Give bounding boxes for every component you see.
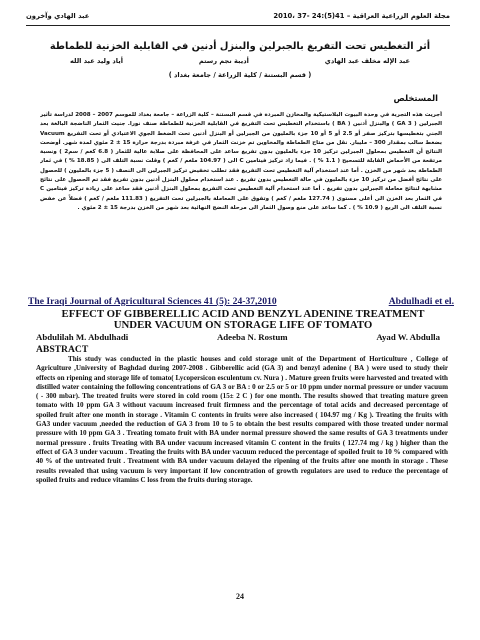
english-author-3: Ayad W. Abdulla xyxy=(376,332,440,342)
english-running-header xyxy=(28,296,454,308)
page-number: 24 xyxy=(236,592,244,601)
arabic-authors xyxy=(70,57,410,65)
arabic-running-header xyxy=(26,9,450,23)
arabic-journal-citation: مجلة العلوم الزراعية العراقية – 41(5):24 -37 ،2010 xyxy=(273,12,450,20)
english-title: EFFECT OF GIBBERELLIC ACID AND BENZYL ADENINE TREATMENT UNDER VACUUM ON STORAGE LIFE OF TOMATO xyxy=(61,308,425,331)
arabic-header-authors: عبد الهادي وآخرون xyxy=(26,12,90,20)
english-author-2: Adeeba N. Rostum xyxy=(216,332,288,342)
english-abstract-body: This study was conducted in the plastic houses and cold storage unit of the Department of Horticulture , College of Agriculture ,University of Baghdad during 2007-2008 . Gibberellic acid (GA 3) and benzyl adenine ( BA ) were used to study their effects on ripening and storage life of tomato( Lycopersicon esculentum cv. Nura ) . Mature green fruits were harvested and treated with distilled water containing the following concentrations of GA 3 or BA : 0 or 2.5 or 5 or 10 ppm under normal pressure or under vacuum ( - 300 mbar). The treated fruits were stored in cold room (15± 2 C ) for one month. The results showed that treating mature green tomato with 10 ppm GA 3 without vacuum increased fruit firmness and the percentage of total acids and decreased percentage of spoiled fruit after one month in storage . Vitamin C contents in fruits were also increased ( 104.97 mg / Kg ). Treating the fruits with GA3 under vacuum ,needed the reduction of GA 3 from 10 to 5 to obtain the best results compared with those treated under normal pressure with 10 ppm GA 3 . Treating tomato fruit with BA under normal pressure showed the same results of GA 3 treatments under normal pressure . fruits Treating with BA under vacuum increased vitamin C content in the fruits ( 127.74 mg / kg ) higher than the effect of GA 3 under vacuum . Treating the fruits with BA under vacuum reduced the percentage of spoiled fruit to 10 % compared with 40 % of the untreated fruit . Treatment with BA under vacuum delayed the ripening of the fruits after one month in storage . These results revealed that using vacuum is very important if low concentration of growth regulators are used to reduce the percentage of spoiled fruits and reduce vitamins C loss from the fruits during storage. xyxy=(36,355,448,484)
english-author-1: Abdulilah M. Abdulhadi xyxy=(36,332,129,342)
arabic-affiliation: ( قسم البستنة / كلية الزراعة / جامعة بغداد ) xyxy=(168,71,312,79)
english-authors xyxy=(36,332,440,342)
arabic-abstract-body: أجريت هذه التجربة في وحدة البيوت البلاستيكية والمخازن المبردة في قسم البستنة – كلية الزراعة – جامعة بغداد للموسم 2007 – 2008 لدراسة تأثير الجبرلين ( GA 3 ) والبنزل أدنين ( BA ) باستخدام التغطيس تحت التفريغ في القابلية الخزنية للطماطة صنف نورا. جنيت الثمار الناضجة البالغة بعد الجني بتغطيسها بتركيز صفر أو 2.5 أو 5 أو 10 جزء بالمليون من الجبرلين أو البنزل أدنين تحت الضغط الجوي الاعتيادي أو تحت التفريغ Vacuum بضغط سالب بمقدار 300 – مليبار. نقل من متاح الطماطة والمخاوين تم خزنت الثمار في غرفة مبردة بدرجة حرارة 15 ± 2 مئوي لمدة شهر. أوضحت النتائج أن التغطيس بمحلول الجبرلين تركيز 10 جزء بالمليون بدون تفريغ ساعد على المحافظة على صلابة عالية للثمار ( 6.8 كغم / سم2 ) ونسبة مرتفعة من الأحماض القابلة للتسحيح ( 1.1 % ) . فيما زاد تركيز فيتامين C الى ( 104.97 ملغم / كغم ) وقلت نسبة التلف الى ( 18.85 % ) في ثمار الطماطة بعد شهر من الخزن . أما عند استخدام آلية التغطيس تحت التفريغ فقد تطلب تخفيض تركيز الجبرلين الى النصف ( 5 جزء بالمليون ) للحصول على نتائج أفضل من تركيز 10 جزء بالمليون في حالة التغطيس بدون تفريغ . عند استخدام محلول البنزل أدنين بدون تفريغ فقد تم الحصول على نتائج مشابهة لنتائج معاملة الجبرلين بدون تفريغ . أما عند استخدام آلية التغطيس تحت التفريغ بمحلول البنزل أدنين فقد ساعد على زيادة تركيز فيتامين C في الثمار بعد الخزن الى أعلى مستوى ( 127.74 ملغم / كغم ) وتفوق على المعاملة بالجبرلين تحت التفريغ ( 111.83 ملغم / كغم ) فضلاً عن خفض نسبة التلف الى الربع ( 10.9 % ) . كما ساعد على منع وصول الثمار الى مرحلة النضج النهائية بعد شهر من الخزن بدرجة 15 ± 2 مئوي . xyxy=(40,112,442,211)
arabic-author-2: أديبة نجم رستم xyxy=(198,57,249,65)
arabic-author-1: عبد الإله مخلف عبد الهادي xyxy=(324,57,410,65)
arabic-title: أثر التغطيس تحت التفريغ بالجبرلين والبنزل أدنين في القابلية الخزنية للطماطة xyxy=(49,41,431,52)
english-abstract-heading: ABSTRACT xyxy=(36,344,89,355)
english-header-authors: Abdulhadi et el. xyxy=(388,296,454,307)
english-journal-citation: The Iraqi Journal of Agricultural Sciences 41 (5): 24-37,2010 xyxy=(28,296,277,307)
arabic-abstract-heading: المستخلص xyxy=(393,93,438,103)
header-rule xyxy=(26,25,450,26)
arabic-author-3: أياد وليد عبد الله xyxy=(70,57,124,65)
